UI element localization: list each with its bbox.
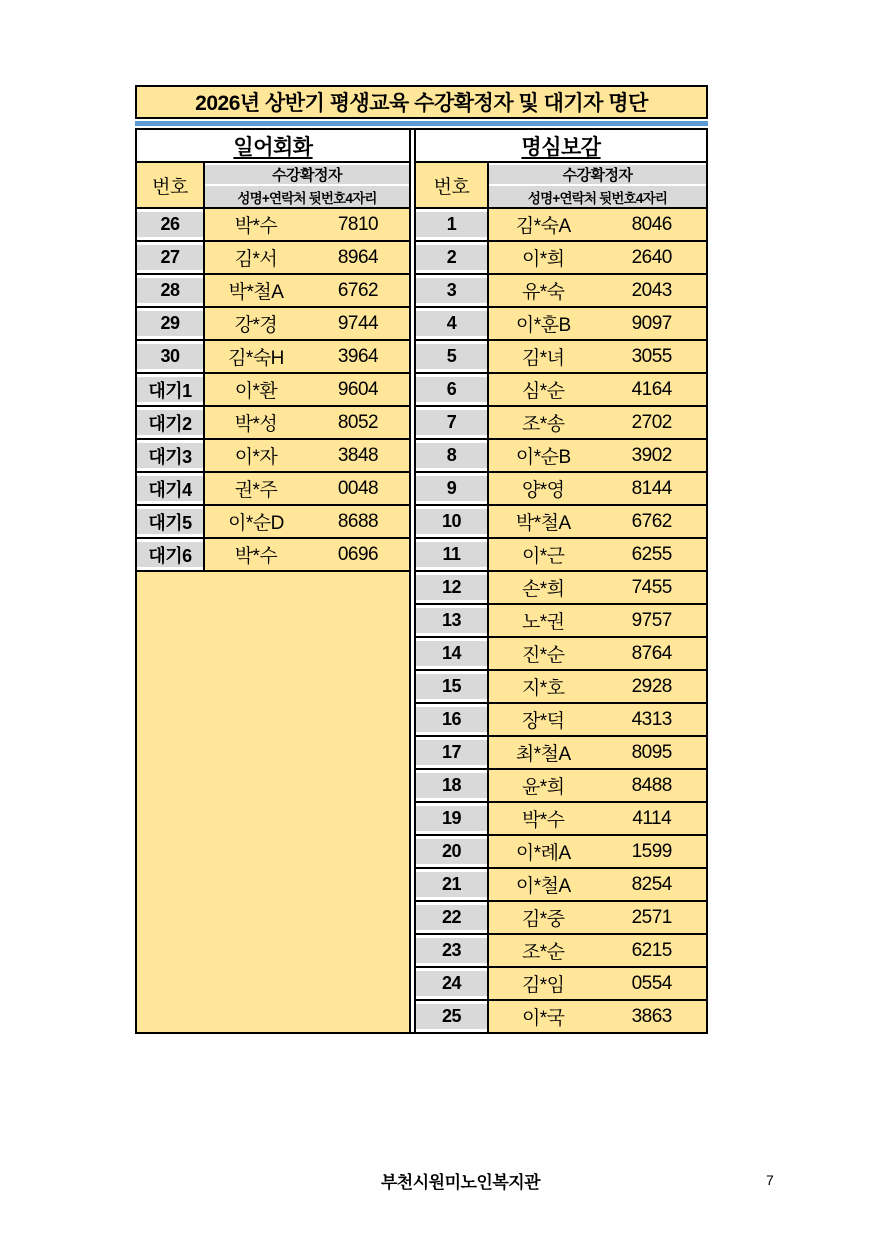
student-name: 김*서 [234, 249, 278, 270]
student-name: 손*희 [521, 579, 565, 600]
row-number: 13 [416, 608, 487, 633]
table-row [416, 702, 706, 735]
row-number-cell [416, 935, 489, 966]
row-number-cell [416, 803, 489, 834]
row-number-cell [416, 770, 489, 801]
table-row [137, 207, 409, 240]
row-number-cell [416, 275, 489, 306]
row-number: 21 [416, 872, 487, 897]
student-name: 이*국 [521, 1008, 565, 1029]
table-row [416, 834, 706, 867]
row-number: 23 [416, 938, 487, 963]
phone-last4: 8688 [337, 510, 379, 532]
row-number-cell [137, 506, 205, 537]
row-number: 대기5 [137, 509, 203, 534]
row-number: 대기1 [137, 377, 203, 402]
student-cell [489, 605, 706, 636]
table-row [416, 669, 706, 702]
column-header-group [205, 163, 409, 207]
student-name: 최*철A [515, 744, 571, 765]
row-number-cell [416, 605, 489, 636]
row-number: 17 [416, 740, 487, 765]
student-name: 박*수 [234, 546, 278, 567]
student-name: 박*수 [521, 810, 565, 831]
table-row [137, 306, 409, 339]
table-row [416, 570, 706, 603]
phone-last4: 8764 [631, 642, 672, 664]
student-cell [489, 209, 706, 240]
student-cell [489, 308, 706, 339]
class-title-left: 일어회화 [137, 130, 409, 163]
student-name: 이*근 [521, 546, 565, 567]
table-body-left [137, 207, 409, 570]
row-number: 대기3 [137, 443, 203, 468]
phone-last4: 3863 [631, 1005, 672, 1027]
student-cell [205, 209, 409, 240]
student-name: 김*임 [521, 975, 565, 996]
row-number-cell [416, 968, 489, 999]
title-divider-rule [135, 121, 708, 126]
student-cell [205, 440, 409, 471]
column-header-number: 번호 [416, 163, 489, 207]
student-name: 이*순D [228, 513, 284, 534]
row-number: 25 [416, 1004, 487, 1029]
phone-last4: 9604 [337, 378, 379, 400]
phone-last4: 9744 [337, 312, 379, 334]
table-row [416, 603, 706, 636]
student-cell [205, 539, 409, 570]
student-cell [205, 275, 409, 306]
student-name: 조*송 [521, 414, 565, 435]
table-row [137, 471, 409, 504]
student-cell [489, 341, 706, 372]
row-number: 4 [416, 311, 487, 336]
row-number: 대기2 [137, 410, 203, 435]
phone-last4: 1599 [631, 840, 672, 862]
phone-last4: 3964 [337, 345, 379, 367]
phone-last4: 8488 [631, 774, 672, 796]
student-name: 유*숙 [521, 282, 565, 303]
table-row [416, 471, 706, 504]
phone-last4: 6762 [337, 279, 379, 301]
student-name: 이*순B [515, 447, 571, 468]
student-name: 김*숙A [515, 216, 571, 237]
row-number: 27 [137, 245, 203, 270]
row-number: 29 [137, 311, 203, 336]
student-name: 심*순 [521, 381, 565, 402]
phone-last4: 6762 [631, 510, 672, 532]
student-name: 강*경 [234, 315, 278, 336]
row-number: 19 [416, 806, 487, 831]
student-cell [489, 968, 706, 999]
student-cell [489, 869, 706, 900]
phone-last4: 7810 [337, 213, 379, 235]
row-number: 22 [416, 905, 487, 930]
table-row [416, 735, 706, 768]
student-cell [205, 242, 409, 273]
row-number: 9 [416, 476, 487, 501]
student-cell [489, 935, 706, 966]
row-number-cell [416, 308, 489, 339]
student-name: 박*성 [234, 414, 278, 435]
student-cell [205, 473, 409, 504]
row-number: 11 [416, 542, 487, 567]
phone-last4: 8964 [337, 246, 379, 268]
student-name: 진*순 [521, 645, 565, 666]
student-cell [205, 506, 409, 537]
student-cell [205, 407, 409, 438]
table-row [137, 339, 409, 372]
student-cell [489, 836, 706, 867]
row-number-cell [137, 275, 205, 306]
row-number-cell [416, 242, 489, 273]
phone-last4: 6215 [631, 939, 672, 961]
phone-last4: 2640 [631, 246, 672, 268]
table-header-left [137, 163, 409, 207]
student-name: 김*녀 [521, 348, 565, 369]
row-number-cell [416, 836, 489, 867]
phone-last4: 4313 [631, 708, 672, 730]
row-number: 30 [137, 344, 203, 369]
phone-last4: 9757 [631, 609, 672, 631]
row-number-cell [416, 869, 489, 900]
phone-last4: 6255 [631, 543, 672, 565]
phone-last4: 2571 [631, 906, 672, 928]
table-row [416, 273, 706, 306]
student-name: 이*환 [234, 381, 278, 402]
student-cell [489, 902, 706, 933]
table-row [416, 207, 706, 240]
table-header-right [416, 163, 706, 207]
row-number: 24 [416, 971, 487, 996]
student-cell [489, 440, 706, 471]
table-row [416, 867, 706, 900]
student-cell [489, 275, 706, 306]
phone-last4: 2928 [631, 675, 672, 697]
student-name: 박*철A [228, 282, 284, 303]
column-header-confirmed: 수강확정자 [489, 165, 706, 184]
class-title-right: 명심보감 [416, 130, 706, 163]
student-name: 이*희 [521, 249, 565, 270]
student-cell [489, 671, 706, 702]
student-cell [489, 803, 706, 834]
enrollment-document [135, 85, 708, 1034]
table-row [137, 504, 409, 537]
table-row [137, 438, 409, 471]
row-number: 28 [137, 278, 203, 303]
row-number: 16 [416, 707, 487, 732]
table-row [416, 801, 706, 834]
row-number-cell [416, 407, 489, 438]
row-number-cell [416, 704, 489, 735]
student-cell [489, 770, 706, 801]
table-row [137, 372, 409, 405]
row-number-cell [416, 671, 489, 702]
row-number: 18 [416, 773, 487, 798]
row-number-cell [416, 572, 489, 603]
phone-last4: 0696 [337, 543, 379, 565]
row-number-cell [137, 440, 205, 471]
document-title: 2026년 상반기 평생교육 수강확정자 및 대기자 명단 [135, 85, 708, 119]
row-number-cell [137, 341, 205, 372]
table-japanese-conversation [137, 130, 411, 1032]
row-number-cell [137, 539, 205, 570]
table-myeongsim-bogam [414, 130, 706, 1032]
student-cell [489, 704, 706, 735]
table-row [416, 372, 706, 405]
phone-last4: 2702 [631, 411, 672, 433]
student-cell [489, 539, 706, 570]
phone-last4: 9097 [631, 312, 672, 334]
table-row [416, 339, 706, 372]
row-number-cell [416, 473, 489, 504]
student-name: 조*순 [521, 942, 565, 963]
phone-last4: 8254 [631, 873, 672, 895]
table-row [416, 405, 706, 438]
row-number: 5 [416, 344, 487, 369]
row-number-cell [416, 737, 489, 768]
table-row [416, 504, 706, 537]
row-number-cell [137, 209, 205, 240]
student-cell [205, 374, 409, 405]
row-number-cell [137, 242, 205, 273]
student-cell [205, 341, 409, 372]
phone-last4: 3902 [631, 444, 672, 466]
row-number: 7 [416, 410, 487, 435]
phone-last4: 0048 [337, 477, 379, 499]
row-number: 8 [416, 443, 487, 468]
table-row [416, 306, 706, 339]
student-name: 윤*희 [521, 777, 565, 798]
student-name: 박*수 [234, 216, 278, 237]
empty-merged-cell [137, 570, 409, 1032]
phone-last4: 3848 [337, 444, 379, 466]
phone-last4: 4164 [631, 378, 672, 400]
phone-last4: 8046 [631, 213, 672, 235]
enrollment-tables [135, 128, 708, 1034]
row-number-cell [137, 308, 205, 339]
row-number-cell [416, 539, 489, 570]
row-number-cell [416, 506, 489, 537]
row-number-cell [137, 473, 205, 504]
row-number: 대기6 [137, 542, 203, 567]
student-cell [489, 1001, 706, 1032]
column-header-name-phone: 성명+연락처 뒷번호4자리 [489, 186, 706, 207]
row-number-cell [416, 209, 489, 240]
row-number-cell [137, 374, 205, 405]
row-number: 2 [416, 245, 487, 270]
row-number: 20 [416, 839, 487, 864]
row-number-cell [137, 407, 205, 438]
phone-last4: 8052 [337, 411, 379, 433]
row-number: 12 [416, 575, 487, 600]
phone-last4: 8144 [631, 477, 672, 499]
table-row [416, 240, 706, 273]
row-number: 14 [416, 641, 487, 666]
phone-last4: 0554 [631, 972, 672, 994]
row-number: 6 [416, 377, 487, 402]
student-name: 지*호 [521, 678, 565, 699]
row-number-cell [416, 1001, 489, 1032]
student-name: 이*례A [515, 843, 571, 864]
student-name: 박*철A [515, 513, 571, 534]
phone-last4: 4114 [632, 807, 672, 829]
student-name: 이*자 [234, 447, 278, 468]
student-cell [489, 638, 706, 669]
table-row [416, 438, 706, 471]
student-cell [489, 506, 706, 537]
row-number: 3 [416, 278, 487, 303]
student-name: 장*덕 [521, 711, 565, 732]
row-number: 1 [416, 212, 487, 237]
row-number: 26 [137, 212, 203, 237]
student-name: 이*훈B [515, 315, 571, 336]
student-cell [489, 407, 706, 438]
row-number-cell [416, 341, 489, 372]
student-cell [489, 737, 706, 768]
row-number-cell [416, 638, 489, 669]
student-cell [489, 473, 706, 504]
table-row [416, 966, 706, 999]
column-header-name-phone: 성명+연락처 뒷번호4자리 [205, 186, 409, 207]
column-header-group [489, 163, 706, 207]
phone-last4: 8095 [631, 741, 672, 763]
row-number: 10 [416, 509, 487, 534]
student-name: 양*영 [521, 480, 565, 501]
student-cell [205, 308, 409, 339]
row-number-cell [416, 440, 489, 471]
table-row [416, 999, 706, 1032]
table-row [416, 537, 706, 570]
student-name: 김*숙H [228, 348, 284, 369]
student-cell [489, 242, 706, 273]
student-name: 권*주 [234, 480, 278, 501]
table-row [137, 240, 409, 273]
table-row [416, 933, 706, 966]
table-row [137, 405, 409, 438]
page-number: 7 [766, 1172, 774, 1188]
row-number: 15 [416, 674, 487, 699]
table-row [416, 636, 706, 669]
row-number-cell [416, 374, 489, 405]
table-body-right [416, 207, 706, 1032]
row-number-cell [416, 902, 489, 933]
phone-last4: 7455 [631, 576, 672, 598]
student-cell [489, 374, 706, 405]
row-number: 대기4 [137, 476, 203, 501]
table-row [137, 273, 409, 306]
student-name: 김*중 [521, 909, 565, 930]
student-cell [489, 572, 706, 603]
footer-org-name: 부천시원미노인복지관 [380, 1173, 541, 1192]
student-name: 노*권 [521, 612, 565, 633]
table-row [416, 900, 706, 933]
table-row [416, 768, 706, 801]
student-name: 이*철A [515, 876, 571, 897]
column-header-number: 번호 [137, 163, 205, 207]
phone-last4: 3055 [631, 345, 672, 367]
column-header-confirmed: 수강확정자 [205, 165, 409, 184]
table-row [137, 537, 409, 570]
phone-last4: 2043 [631, 279, 672, 301]
